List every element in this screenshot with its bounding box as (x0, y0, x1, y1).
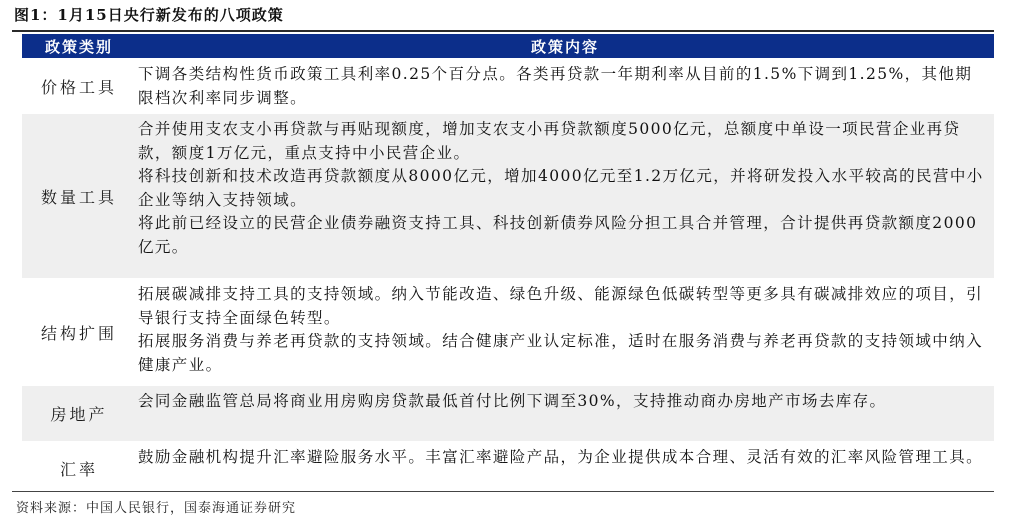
table-row-quantity-tools (22, 113, 994, 278)
policy-item: 拓展服务消费与养老再贷款的支持领域。结合健康产业认定标准，适时在服务消费与养老再贷款的支持领域中纳入健康产业。 (138, 332, 984, 374)
header-category: 政策类别 (44, 37, 113, 56)
policy-item: 将科技创新和技术改造再贷款额度从8000亿元，增加4000亿元至1.2万亿元，并将研发投入水平较高的民营中小企业等纳入支持领域。 (138, 167, 984, 209)
table-row-structural-expansion (22, 278, 994, 385)
content-cell (136, 442, 994, 494)
figure-title: 图1：1月15日央行新发布的八项政策 (14, 6, 284, 24)
table-row-price-tools (22, 58, 994, 113)
content-cell (136, 279, 994, 385)
category-cell: 汇率 (59, 459, 98, 479)
title-divider (12, 30, 994, 32)
content-cell (136, 386, 994, 441)
table-row-exchange-rate (22, 441, 994, 494)
category-cell: 价格工具 (40, 77, 117, 97)
policy-item: 下调各类结构性货币政策工具利率0.25个百分点。各类再贷款一年期利率从目前的1.5%下调到1.25%，其他期限档次利率同步调整。 (138, 65, 973, 107)
policy-table (22, 34, 994, 494)
table-row-real-estate (22, 385, 994, 441)
source-note: 资料来源：中国人民银行，国泰海通证券研究 (16, 501, 297, 516)
policy-item: 鼓励金融机构提升汇率避险服务水平。丰富汇率避险产品，为企业提供成本合理、灵活有效的汇率风险管理工具。 (138, 448, 984, 466)
category-cell: 数量工具 (40, 187, 117, 207)
header-content: 政策内容 (530, 37, 599, 56)
content-cell (136, 59, 994, 113)
policy-item: 拓展碳减排支持工具的支持领域。纳入节能改造、绿色升级、能源绿色低碳转型等更多具有碳减排效应的项目，引导银行支持全面绿色转型。 (138, 285, 984, 327)
category-cell: 房地产 (50, 405, 108, 424)
policy-item: 将此前已经设立的民营企业债券融资支持工具、科技创新债券风险分担工具合并管理，合计提供再贷款额度2000亿元。 (138, 214, 978, 256)
category-cell: 结构扩围 (40, 323, 117, 343)
table-header (22, 34, 994, 58)
policy-item: 合并使用支农支小再贷款与再贴现额度，增加支农支小再贷款额度5000亿元，总额度中单设一项民营企业再贷款，额度1万亿元，重点支持中小民营企业。 (138, 120, 961, 162)
policy-item: 会同金融监管总局将商业用房购房贷款最低首付比例下调至30%，支持推动商办房地产市场去库存。 (138, 392, 887, 410)
bottom-divider (12, 491, 994, 492)
content-cell (136, 114, 994, 278)
